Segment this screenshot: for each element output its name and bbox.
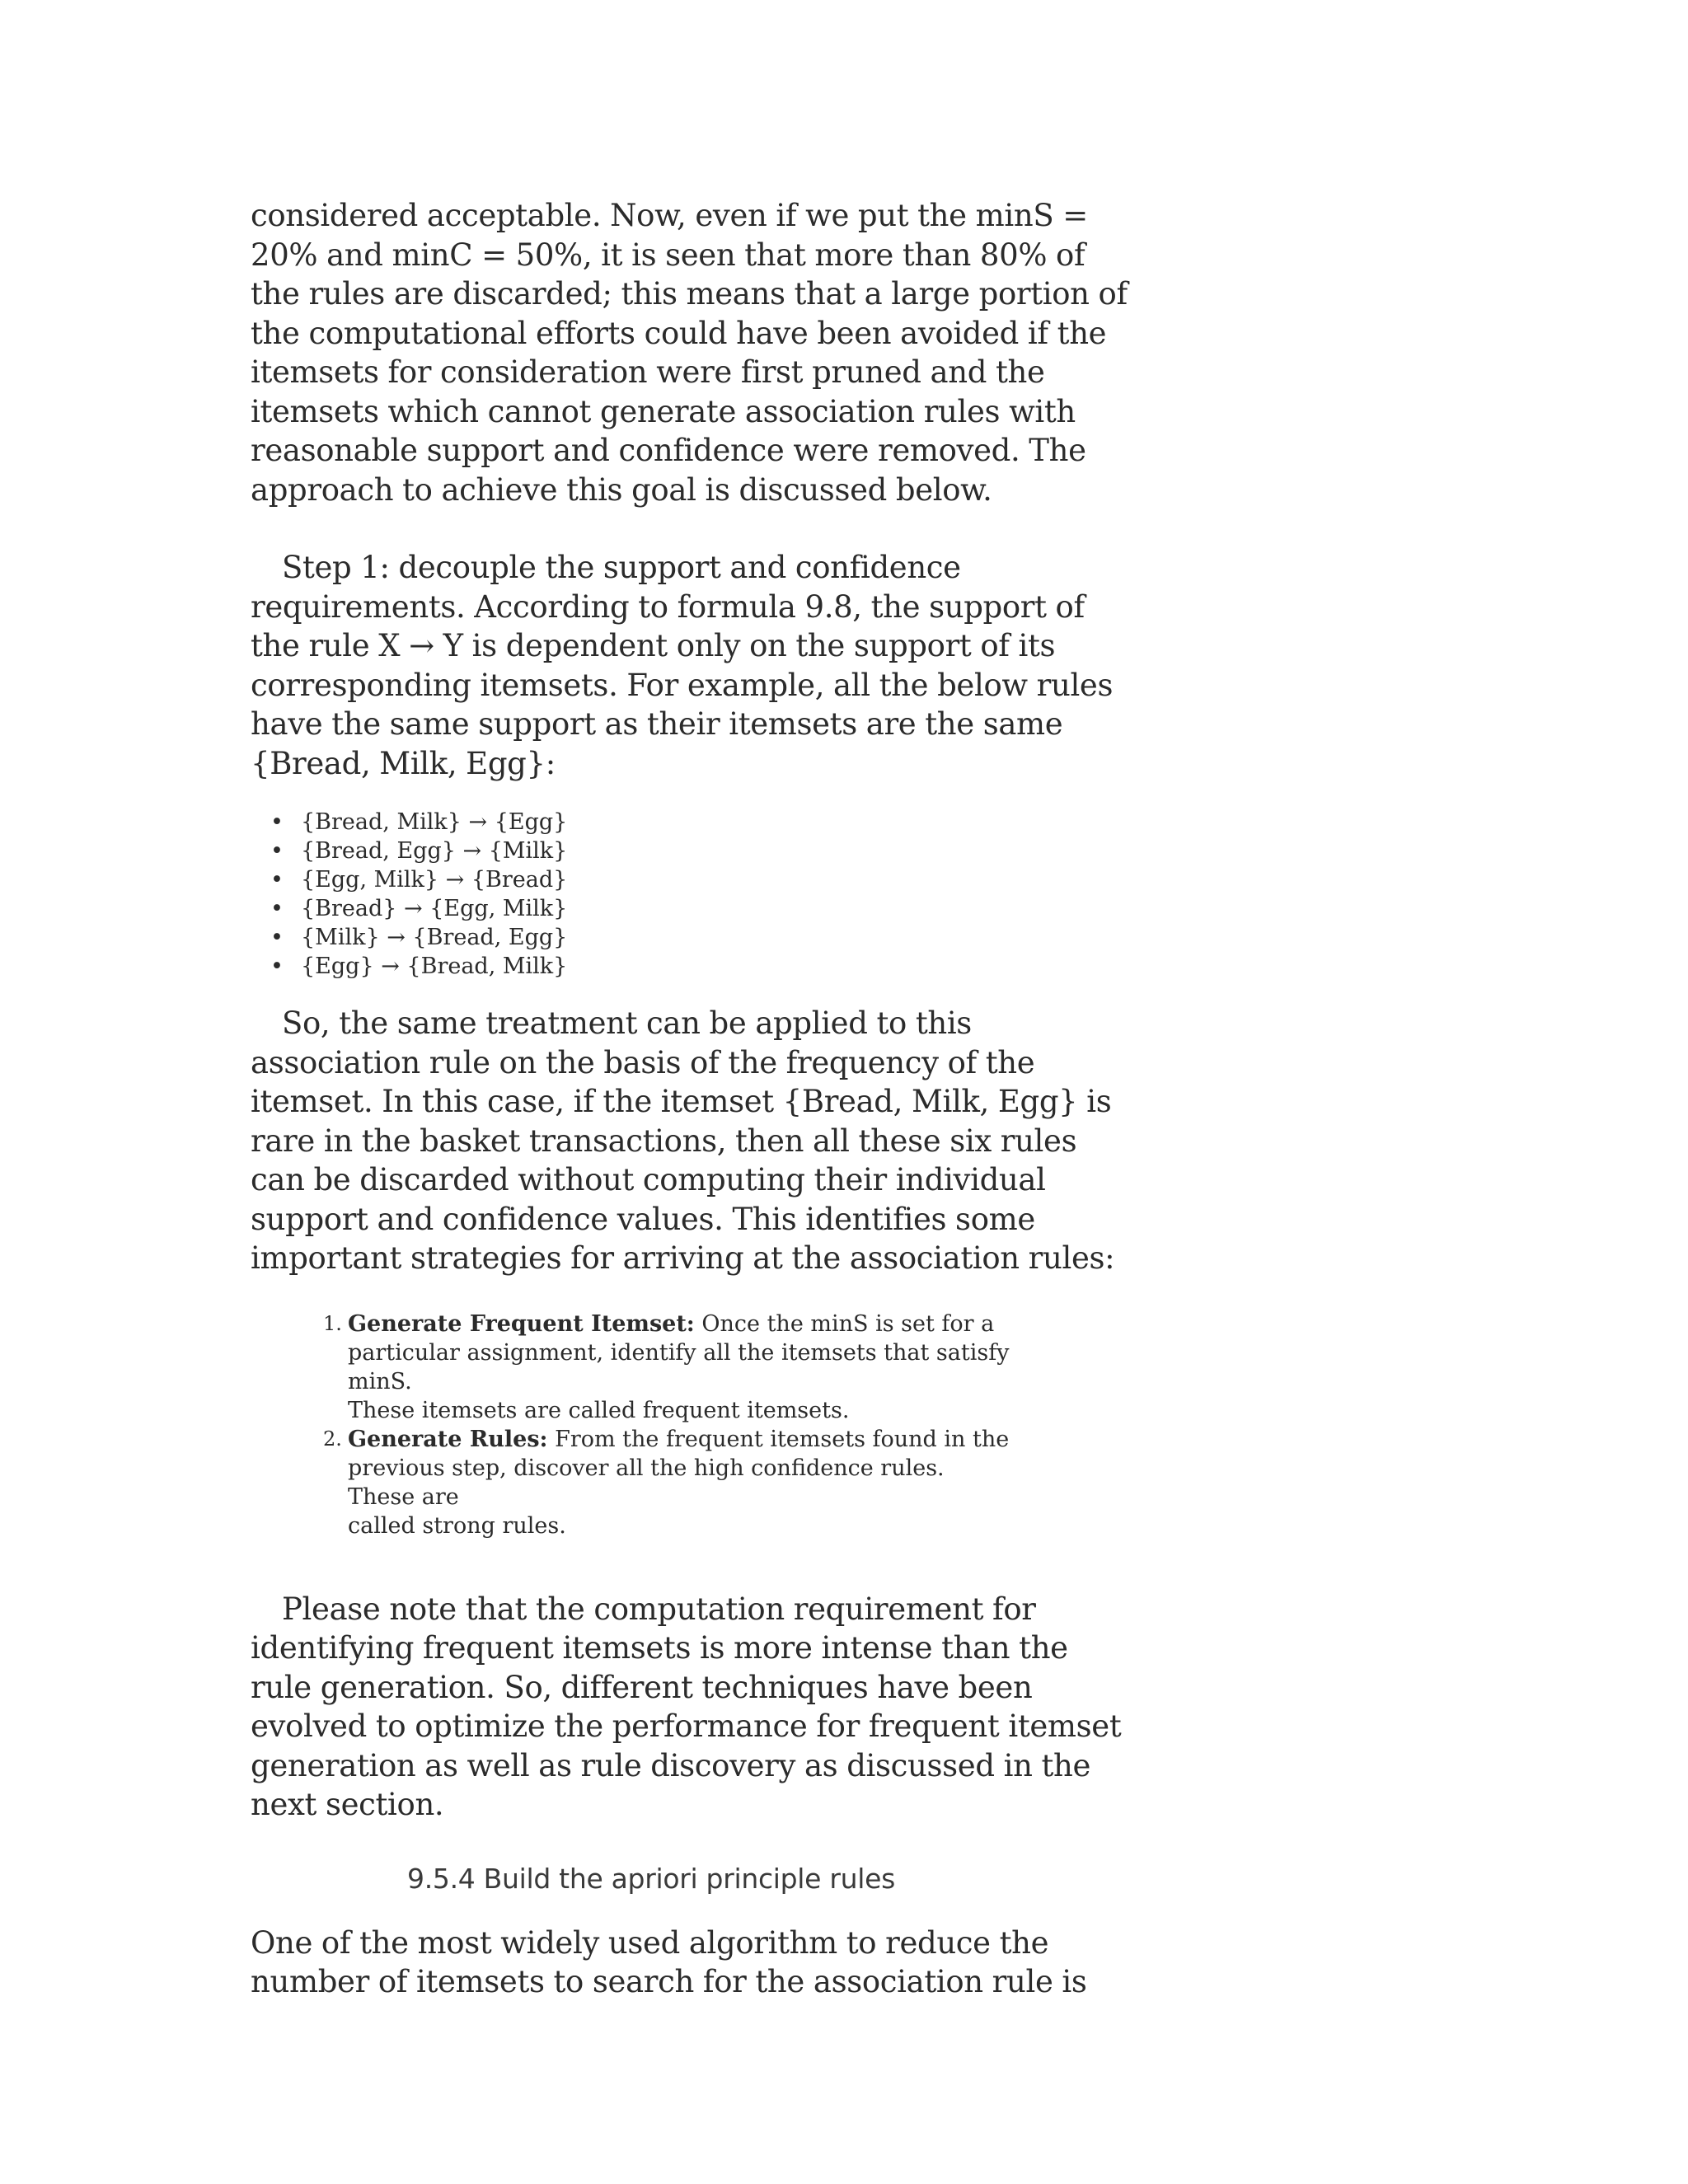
strategies-list: [251, 1310, 1015, 1540]
text-line: number of itemsets to search for the association rule is: [251, 1964, 1087, 1999]
text-line: rare in the basket transactions, then all these six rules: [251, 1122, 1077, 1159]
text-line: support and confidence values. This identifies some: [251, 1201, 1035, 1237]
strategy-text: particular assignment, identify all the itemsets that satisfy minS.: [348, 1339, 1010, 1394]
document-page: [251, 196, 1128, 2002]
list-item: • {Egg, Milk} → {Bread}: [251, 865, 1058, 894]
paragraph-treatment: [251, 1004, 1115, 1278]
paragraph-step1: [251, 548, 1114, 783]
text-line: Step 1: decouple the support and confidence: [282, 550, 961, 585]
text-line: 20% and minC = 50%, it is seen that more than 80% of: [251, 237, 1085, 273]
list-item: • {Milk} → {Bread, Egg}: [251, 923, 1058, 952]
text-line: have the same support as their itemsets are the same: [251, 706, 1063, 742]
text-line: rule generation. So, different techniques have been: [251, 1669, 1033, 1705]
text-line: can be discarded without computing their individual: [251, 1162, 1046, 1197]
list-item: • {Egg} → {Bread, Milk}: [251, 952, 1058, 981]
text-line: the rules are discarded; this means that a large portion of: [251, 276, 1128, 312]
text-line: Please note that the computation requirement for: [282, 1591, 1036, 1627]
text-line: reasonable support and confidence were removed. The: [251, 433, 1086, 468]
text-line: the rule X → Y is dependent only on the support of its: [251, 628, 1056, 663]
paragraph-pruning-intro: [251, 196, 1128, 509]
list-item: • {Bread} → {Egg, Milk}: [251, 894, 1058, 923]
list-item: [323, 1310, 1015, 1425]
text-line: considered acceptable. Now, even if we put the minS =: [251, 198, 1088, 233]
paragraph-computation-note: [251, 1590, 1122, 1825]
association-rules-list: [251, 808, 1058, 981]
text-line: itemset. In this case, if the itemset {Bread, Milk, Egg} is: [251, 1084, 1112, 1119]
text-line: identifying frequent itemsets is more intense than the: [251, 1630, 1068, 1666]
text-line: itemsets for consideration were first pruned and the: [251, 354, 1045, 390]
strategy-title: Generate Rules:: [348, 1426, 548, 1452]
text-line: One of the most widely used algorithm to reduce the: [251, 1924, 1049, 1961]
strategy-text: called strong rules.: [348, 1512, 566, 1539]
text-line: {Bread, Milk, Egg}:: [251, 745, 556, 781]
text-line: the computational efforts could have been avoided if the: [251, 315, 1107, 351]
strategy-text: Once the minS is set for a: [701, 1310, 995, 1337]
text-line: important strategies for arriving at the association rules:: [251, 1240, 1115, 1276]
paragraph-apriori-intro: [251, 1924, 1087, 2002]
text-line: requirements. According to formula 9.8, the support of: [251, 588, 1085, 625]
list-item: [323, 1425, 1015, 1540]
strategy-text: previous step, discover all the high confidence rules. These are: [348, 1455, 945, 1510]
section-heading: 9.5.4 Build the apriori principle rules: [407, 1862, 896, 1895]
text-line: So, the same treatment can be applied to this: [282, 1005, 972, 1041]
list-item: • {Bread, Egg} → {Milk}: [251, 837, 1058, 865]
text-line: generation as well as rule discovery as discussed in the: [251, 1747, 1091, 1783]
text-line: evolved to optimize the performance for frequent itemset: [251, 1708, 1122, 1744]
list-number: 1.: [323, 1311, 342, 1335]
text-line: approach to achieve this goal is discussed below.: [251, 471, 992, 508]
strategy-text: From the frequent itemsets found in the: [555, 1426, 1010, 1452]
list-number: 2.: [323, 1427, 342, 1451]
strategy-title: Generate Frequent Itemset:: [348, 1310, 695, 1337]
text-line: association rule on the basis of the frequency of the: [251, 1044, 1035, 1080]
text-line: itemsets which cannot generate association rules with: [251, 393, 1076, 429]
text-line: next section.: [251, 1787, 444, 1822]
strategy-text: These itemsets are called frequent itemsets.: [348, 1397, 850, 1423]
list-item: • {Bread, Milk} → {Egg}: [251, 808, 1058, 837]
text-line: corresponding itemsets. For example, all the below rules: [251, 667, 1114, 703]
